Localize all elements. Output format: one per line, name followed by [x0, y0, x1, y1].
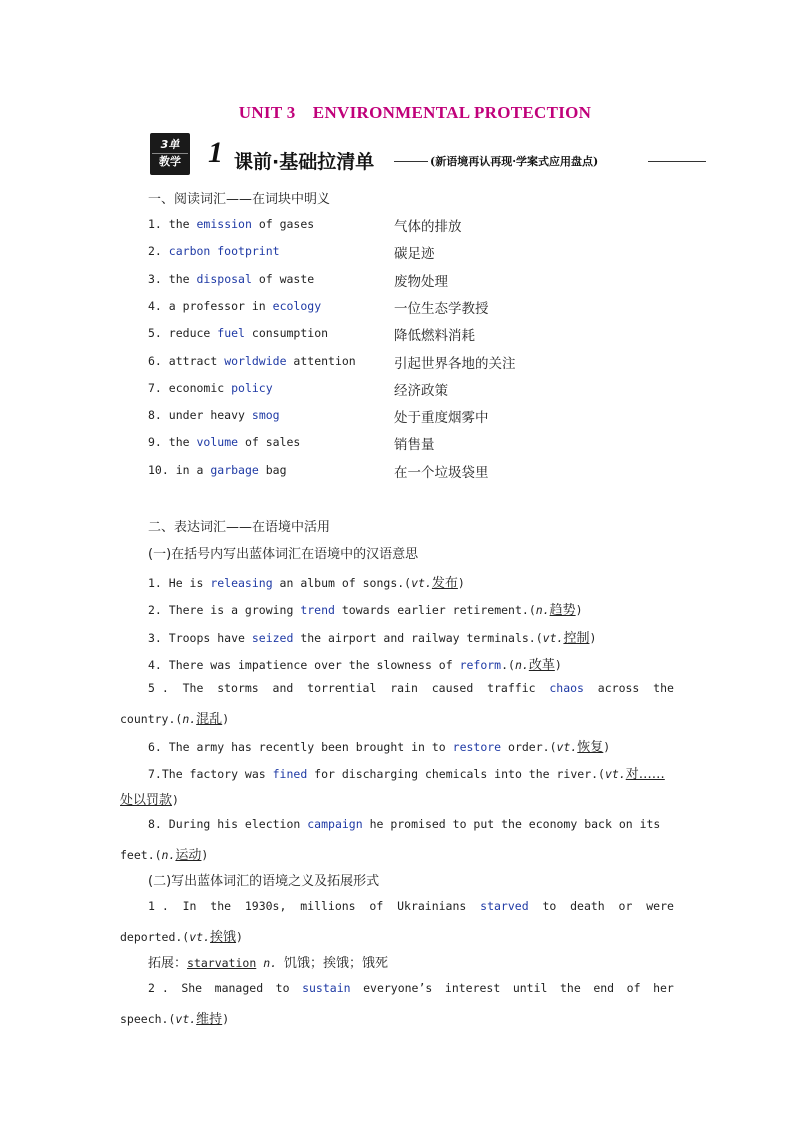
sentence-item: 1. He is releasing an album of songs.(vt.发布) [148, 576, 465, 591]
subsection-heading: (二)写出蓝体词汇的语境之义及拓展形式 [148, 874, 380, 889]
vocab-meaning: 经济政策 [394, 382, 448, 399]
vocab-item: 4. a professor in ecology [148, 298, 322, 313]
sentence-item: 5 . The storms and torrential rain caused traffic chaos across the [148, 681, 674, 695]
vocab-meaning: 销售量 [394, 437, 435, 454]
sentence-item: 1 . In the 1930s, millions of Ukrainians starved to death or were [148, 899, 674, 913]
sentence-continuation: feet.(n.运动) [120, 848, 209, 863]
vocab-meaning: 降低燃料消耗 [394, 328, 475, 345]
sentence-item: 7.The factory was fined for discharging chemicals into the river.(vt.对…… [148, 767, 665, 782]
sentence-continuation: 处以罚款) [120, 793, 179, 808]
vocab-item: 9. the volume of sales [148, 435, 301, 450]
banner-subheading: (新语境再认再现·学案式应用盘点) [430, 155, 599, 168]
sentence-item: 3. Troops have seized the airport and railway terminals.(vt.控制) [148, 631, 597, 646]
page-title: UNIT 3 ENVIRONMENTAL PROTECTION [238, 103, 592, 122]
vocab-meaning: 引起世界各地的关注 [394, 355, 516, 372]
sentence-continuation: country.(n.混乱) [120, 712, 230, 727]
vocab-meaning: 处于重度烟雾中 [394, 410, 489, 427]
vocab-item: 10. in a garbage bag [148, 462, 287, 477]
vocab-item: 1. the emission of gases [148, 217, 315, 231]
banner-heading: 课前·基础拉清单 [234, 151, 375, 173]
vocab-item: 3. the disposal of waste [148, 271, 315, 286]
sentence-item: 4. There was impatience over the slowness of reform.(n.改革) [148, 658, 562, 673]
sentence-continuation: deported.(vt.挨饿) [120, 930, 243, 945]
sentence-item: 8. During his election campaign he promised to put the economy back on its [148, 817, 661, 831]
vocab-item: 2. carbon footprint [148, 244, 280, 259]
sentence-item: 2. There is a growing trend towards earlier retirement.(n.趋势) [148, 603, 583, 618]
section-heading: 一、阅读词汇——在词块中明义 [148, 192, 331, 207]
section-heading: 二、表达词汇——在语境中活用 [148, 520, 331, 535]
sentence-continuation: speech.(vt.维持) [120, 1012, 230, 1027]
sentence-item: 6. The army has recently been brought in to restore order.(vt.恢复) [148, 740, 611, 755]
extension-item: 拓展：starvation n. 饥饿；挨饿；饿死 [148, 956, 389, 971]
sentence-item: 2 . She managed to sustain everyone’s interest until the end of her [148, 981, 674, 995]
vocab-meaning: 碳足迹 [394, 246, 435, 263]
banner-number: 1 [208, 136, 223, 169]
section-banner [150, 133, 710, 177]
vocab-meaning: 在一个垃圾袋里 [394, 464, 489, 481]
vocab-item: 7. economic policy [148, 380, 273, 395]
vocab-meaning: 一位生态学教授 [394, 300, 489, 317]
vocab-item: 5. reduce fuel consumption [148, 326, 329, 341]
divider [394, 161, 428, 162]
vocab-meaning: 气体的排放 [394, 219, 462, 235]
vocab-meaning: 废物处理 [394, 273, 448, 290]
subsection-heading: (一)在括号内写出蓝体词汇在语境中的汉语意思 [148, 547, 419, 562]
vocab-item: 6. attract worldwide attention [148, 353, 356, 368]
vocab-item: 8. under heavy smog [148, 408, 280, 423]
unit-badge: 3单 教学 [150, 133, 190, 175]
divider [648, 161, 706, 162]
